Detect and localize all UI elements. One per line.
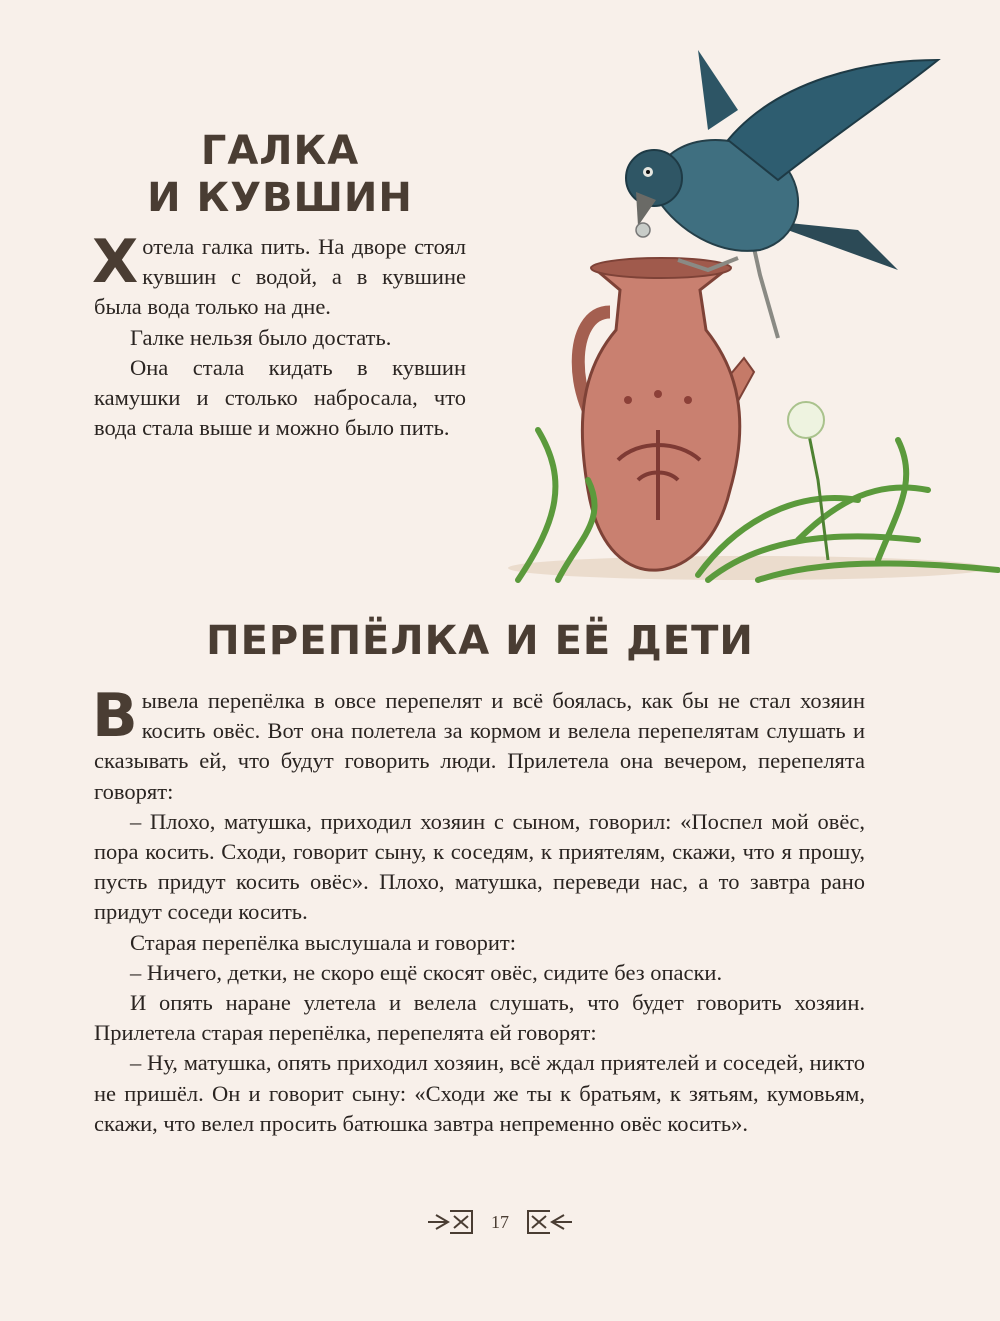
title-line-2: И КУВШИН [147,175,413,221]
story-paragraph: Она стала кидать в кувшин камушки и столько набросала, что вода стала выше и можно было пить. [94,354,466,441]
ornament-right-icon [524,1207,574,1237]
story-paragraph: Галке нельзя было достать. [130,324,392,350]
story-paragraph: – Ну, матушка, опять приходил хозяин, всё ждал приятелей и соседей, никто не пришёл. Он и говорит сыну: «Сходи же ты к братьям, к зятьям, кумовьям, скажи, что велел просить батюшка завтра непременно овёс косить». [94,1050,865,1136]
jug-dot [684,396,692,404]
bird-wing-raised [698,50,738,130]
title-line-1: ГАЛКА [200,128,360,174]
ground-shadow [508,556,988,580]
bird-pupil [646,170,650,174]
story-paragraph [92,681,865,807]
pebble [636,223,650,237]
paragraph-text: отела галка пить. На дворе стоял кувшин с водой, а в кувшине была вода только на дне. [94,234,466,320]
page-footer [0,1204,1000,1240]
jug-dot [654,390,662,398]
ornament-left-icon [426,1207,476,1237]
bird-head [626,150,682,206]
story-paragraph [92,227,466,323]
story-paragraph: Старая перепёлка выслушала и говорит: [130,929,516,955]
story-text-jackdaw [92,227,466,443]
drop-cap: В [92,681,138,751]
page-number: 17 [491,1211,509,1232]
jackdaw-and-jug-illustration [498,20,1000,585]
story-paragraph: – Ничего, детки, не скоро ещё скосят овёс, сидите без опаски. [130,959,723,985]
jug-dot [624,396,632,404]
story-text-quail [92,681,865,1139]
flower-head [788,402,824,438]
story-paragraph: – Плохо, матушка, приходил хозяин с сыном, говорил: «Поспел мой овёс, пора косить. Сходи, говорит сыну, к соседям, к приятелям, скажи, что я прошу, пусть придут косить овёс». Плохо, матушка, переведи нас, а то завтра рано придут соседи косить. [94,808,865,925]
story-paragraph: И опять наране улетела и велела слушать, что будет говорить хозяин. Прилетела старая перепёлка, перепелята ей говорят: [94,990,865,1046]
story-title-quail: ПЕРЕПЁЛКА И ЕЁ ДЕТИ [206,618,754,664]
bird-wing [728,60,938,180]
paragraph-text: ывела перепёлка в овсе перепелят и всё боялась, как бы не стал хозяин косить овёс. Вот она полетела за кормом и велела перепелятам слушать и сказывать ей, что будут говорить люди. Прилетела она вечером, перепелята говорят: [94,688,865,804]
drop-cap: Х [92,227,139,297]
story-title-jackdaw [120,128,440,222]
